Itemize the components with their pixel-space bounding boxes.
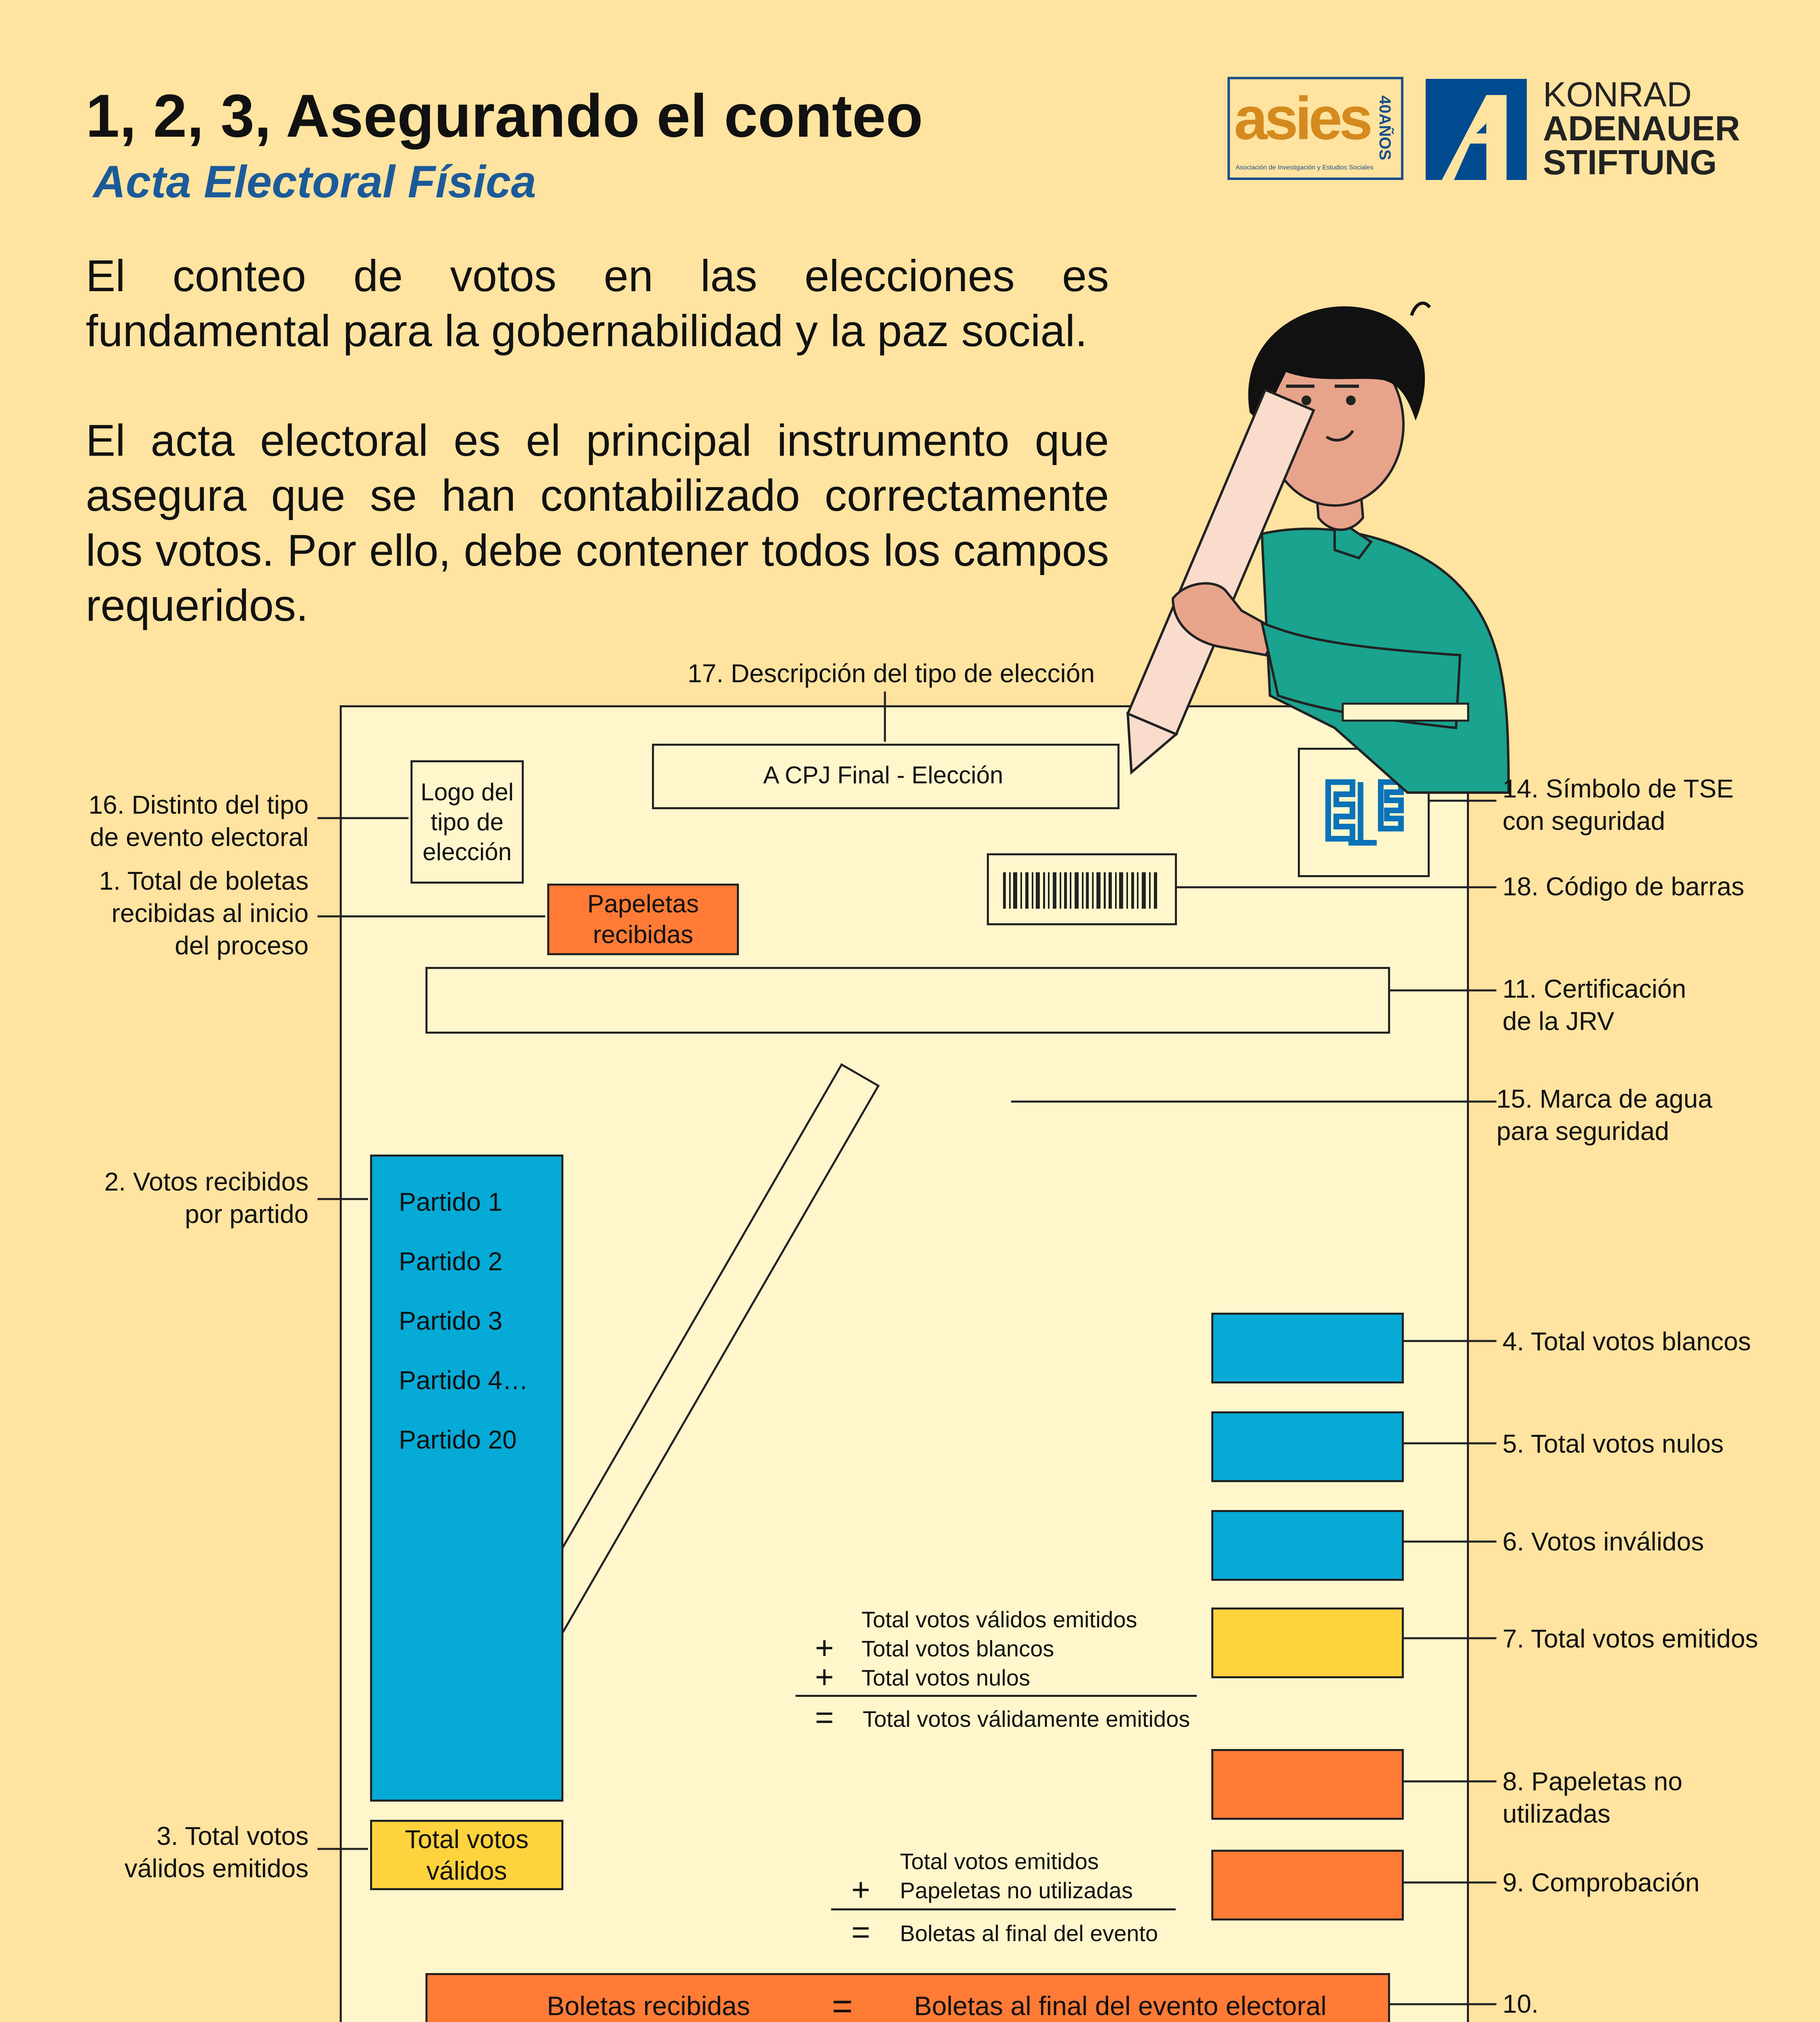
kas-line2: ADENAUER <box>1543 109 1740 148</box>
party-label: Partido 2 <box>399 1247 503 1276</box>
label-5: 5. Total votos nulos <box>1503 1429 1724 1458</box>
sum1-line1: Total votos válidos emitidos <box>861 1607 1137 1632</box>
valid-votes-total-box: Total votos válidos <box>370 1820 563 1890</box>
label-14: 14. Símbolo de TSE con seguridad <box>1503 774 1734 835</box>
party-label: Partido 3 <box>399 1306 503 1335</box>
label-17: 17. Descripción del tipo de elección <box>688 659 1095 688</box>
election-name: A CPJ Final - Elección <box>763 761 1003 789</box>
plus-icon: + <box>815 1659 834 1695</box>
intro-paragraph-1: El conteo de votos en las elecciones es fundamental para la gobernabilidad y la paz social. <box>86 251 1109 356</box>
equation-left: Boletas recibidas <box>547 1991 750 2021</box>
page-subtitle: Acta Electoral Física <box>93 157 536 207</box>
label-6: 6. Votos inválidos <box>1503 1527 1704 1556</box>
election-logo-box: Logo del tipo de elección <box>411 760 524 884</box>
person-with-pencil-illustration <box>1052 291 1557 817</box>
page-title: 1, 2, 3, Asegurando el conteo <box>86 82 923 150</box>
ballots-received-box: Papeletas recibidas <box>547 884 739 955</box>
label-7: 7. Total votos emitidos <box>1503 1624 1759 1653</box>
party-label: Partido 4… <box>399 1366 529 1395</box>
label-11: 11. Certificación de la JRV <box>1503 974 1687 1036</box>
sum2-line1: Total votos emitidos <box>900 1849 1099 1874</box>
equals-icon: = <box>815 1699 834 1735</box>
label-4: 4. Total votos blancos <box>1503 1327 1751 1356</box>
party-label: Partido 1 <box>399 1187 503 1216</box>
label-1: 1. Total de boletas recibidas al inicio del proceso <box>99 866 309 960</box>
sum1-line3: Total votos nulos <box>861 1665 1031 1690</box>
equals-icon: = <box>851 1914 870 1950</box>
equation-equals: = <box>832 1986 853 2022</box>
sum2-result: Boletas al final del evento <box>900 1920 1158 1946</box>
party-label: Partido 20 <box>399 1425 517 1454</box>
plus-icon: + <box>851 1872 870 1908</box>
label-9: 9. Comprobación <box>1503 1868 1700 1897</box>
kas-line3: STIFTUNG <box>1543 143 1717 182</box>
kas-line1: KONRAD <box>1543 75 1692 114</box>
label-8: 8. Papeletas no utilizadas <box>1503 1767 1682 1828</box>
label-3: 3. Total votos válidos emitidos <box>124 1821 309 1883</box>
equation-right: Boletas al final del evento electoral <box>914 1991 1327 2021</box>
label-18: 18. Código de barras <box>1503 872 1744 901</box>
label-16: 16. Distinto del tipo de evento electoral <box>88 790 309 852</box>
intro-paragraph-2: El acta electoral es el principal instrumento que asegura que se han contabilizado correctamente los votos. Por ello, debe contener todos los campos requeridos. <box>86 416 1109 630</box>
plus-icon: + <box>815 1630 834 1666</box>
asies-badge: 40AÑOS <box>1376 95 1394 161</box>
sum1-result: Total votos válidamente emitidos <box>863 1706 1190 1732</box>
sum2-line2: Papeletas no utilizadas <box>900 1878 1133 1903</box>
label-10: 10. <box>1503 1989 1539 2018</box>
asies-wordmark: asies <box>1234 84 1370 152</box>
asies-tagline: Asociación de Investigación y Estudios Sociales <box>1236 164 1373 171</box>
label-15: 15. Marca de agua para seguridad <box>1496 1084 1712 1146</box>
label-2: 2. Votos recibidos por partido <box>104 1167 309 1229</box>
sum1-line2: Total votos blancos <box>861 1636 1054 1661</box>
